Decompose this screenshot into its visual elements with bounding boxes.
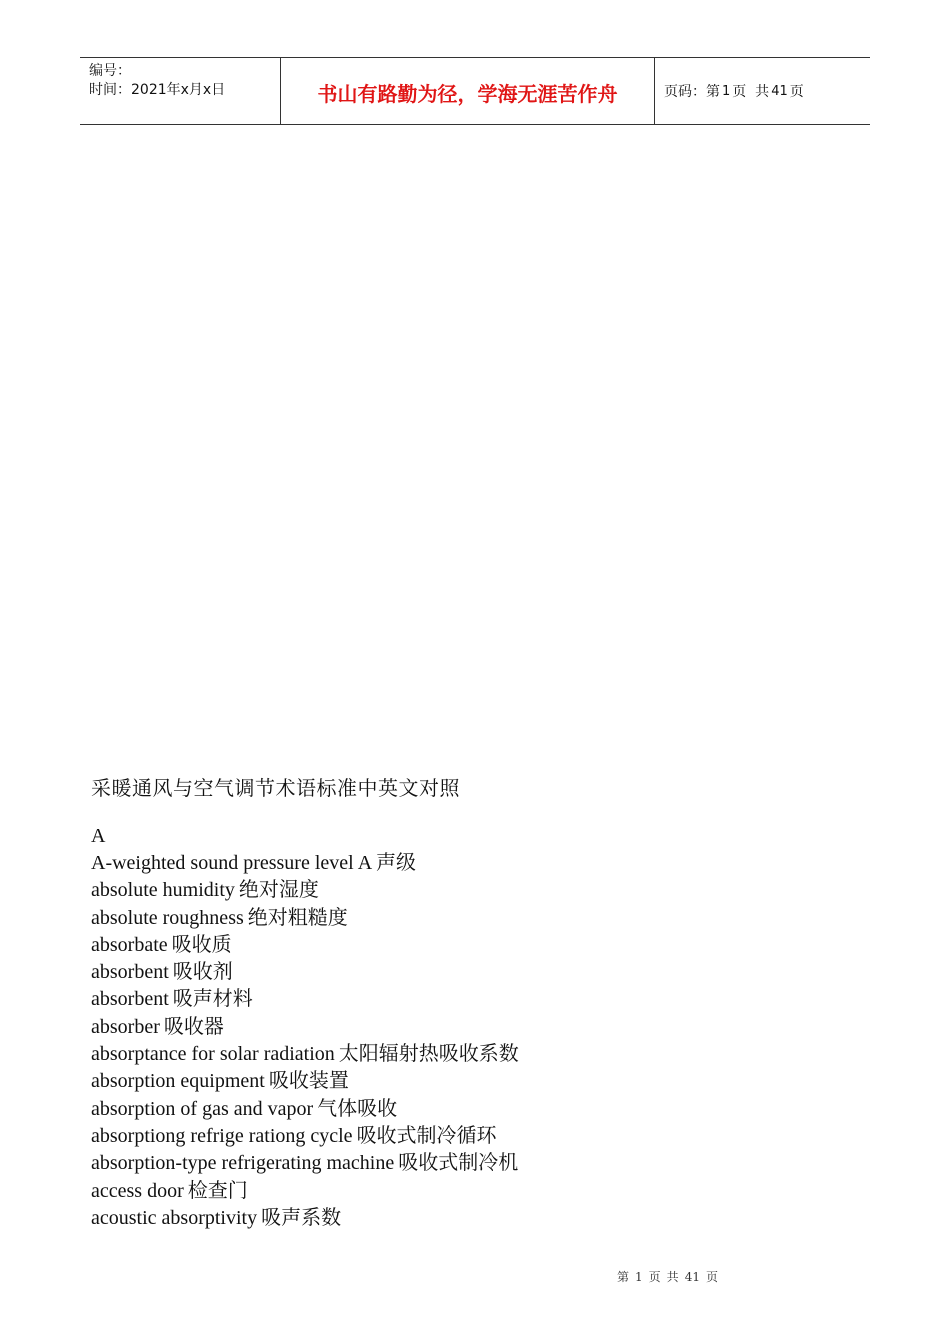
term-entry [91, 905, 891, 932]
section-letter: A [91, 825, 106, 847]
term-english: absorption of gas and vapor [91, 1097, 314, 1120]
document-title: 采暖通风与空气调节术语标准中英文对照 [91, 778, 460, 800]
term-entry [91, 959, 891, 986]
term-english: absolute roughness [91, 906, 244, 929]
term-chinese: 检查门 [187, 1179, 248, 1202]
term-entry [91, 932, 891, 959]
term-english: absorption equipment [91, 1070, 265, 1093]
term-english: access door [91, 1179, 184, 1202]
header-page-mid: 页 共 [732, 84, 770, 100]
term-entry [91, 1041, 891, 1068]
footer-page-mid: 页 [648, 1270, 661, 1284]
header-page-suffix: 页 [789, 84, 804, 100]
term-entry [91, 1068, 891, 1095]
term-chinese: A 声级 [357, 852, 417, 874]
term-chinese: 吸收装置 [268, 1070, 349, 1093]
term-entry [91, 986, 891, 1013]
term-english: absolute humidity [91, 879, 235, 902]
term-chinese: 太阳辐射热吸收系数 [338, 1043, 519, 1066]
term-english: A-weighted sound pressure level [91, 852, 354, 874]
term-chinese: 吸声系数 [261, 1206, 342, 1229]
term-entry [91, 1096, 891, 1123]
footer-page-prefix: 第 [617, 1270, 630, 1284]
term-english: absorptiong refrige rationg cycle [91, 1124, 353, 1147]
term-chinese: 吸收质 [171, 933, 232, 956]
page-header [80, 57, 870, 125]
footer-page-current: 1 [635, 1270, 643, 1284]
term-entry [91, 1123, 891, 1150]
term-english: absorbent [91, 961, 169, 984]
document-time-label: 时间：2021年x月x日 [89, 82, 226, 98]
term-english: absorbent [91, 988, 169, 1011]
term-entry [91, 850, 891, 877]
header-page-prefix: 页码：第 [664, 84, 720, 100]
term-entry [91, 877, 891, 904]
header-page-current: 1 [722, 83, 731, 99]
document-body [91, 772, 891, 1232]
term-chinese: 吸收式制冷机 [398, 1152, 519, 1175]
header-page-cell [655, 58, 870, 124]
term-chinese: 吸收器 [163, 1015, 224, 1038]
term-chinese: 气体吸收 [317, 1097, 398, 1120]
header-meta-cell [80, 58, 281, 124]
term-english: absorption-type refrigerating machine [91, 1152, 395, 1175]
footer-page-suffix: 页 [705, 1270, 718, 1284]
term-english: acoustic absorptivity [91, 1206, 258, 1229]
term-chinese: 吸收剂 [172, 961, 233, 984]
term-chinese: 吸声材料 [172, 988, 253, 1011]
term-english: absorbate [91, 933, 168, 956]
header-page-total: 41 [771, 83, 788, 99]
footer-page-total: 41 [684, 1270, 700, 1284]
term-chinese: 绝对粗糙度 [247, 906, 348, 929]
term-english: absorber [91, 1015, 160, 1038]
term-english: absorptance for solar radiation [91, 1043, 335, 1066]
term-entry [91, 1205, 891, 1232]
header-motto: 书山有路勤为径，学海无涯苦作舟 [317, 81, 618, 106]
term-list [91, 850, 891, 1232]
footer-page-number [617, 1268, 724, 1285]
term-chinese: 吸收式制冷循环 [356, 1124, 497, 1147]
term-entry [91, 1150, 891, 1177]
term-entry [91, 1178, 891, 1205]
header-motto-cell [281, 58, 655, 124]
document-number-label: 编号： [89, 63, 131, 79]
footer-total-prefix: 共 [666, 1270, 679, 1284]
term-chinese: 绝对湿度 [238, 879, 319, 902]
term-entry [91, 1014, 891, 1041]
